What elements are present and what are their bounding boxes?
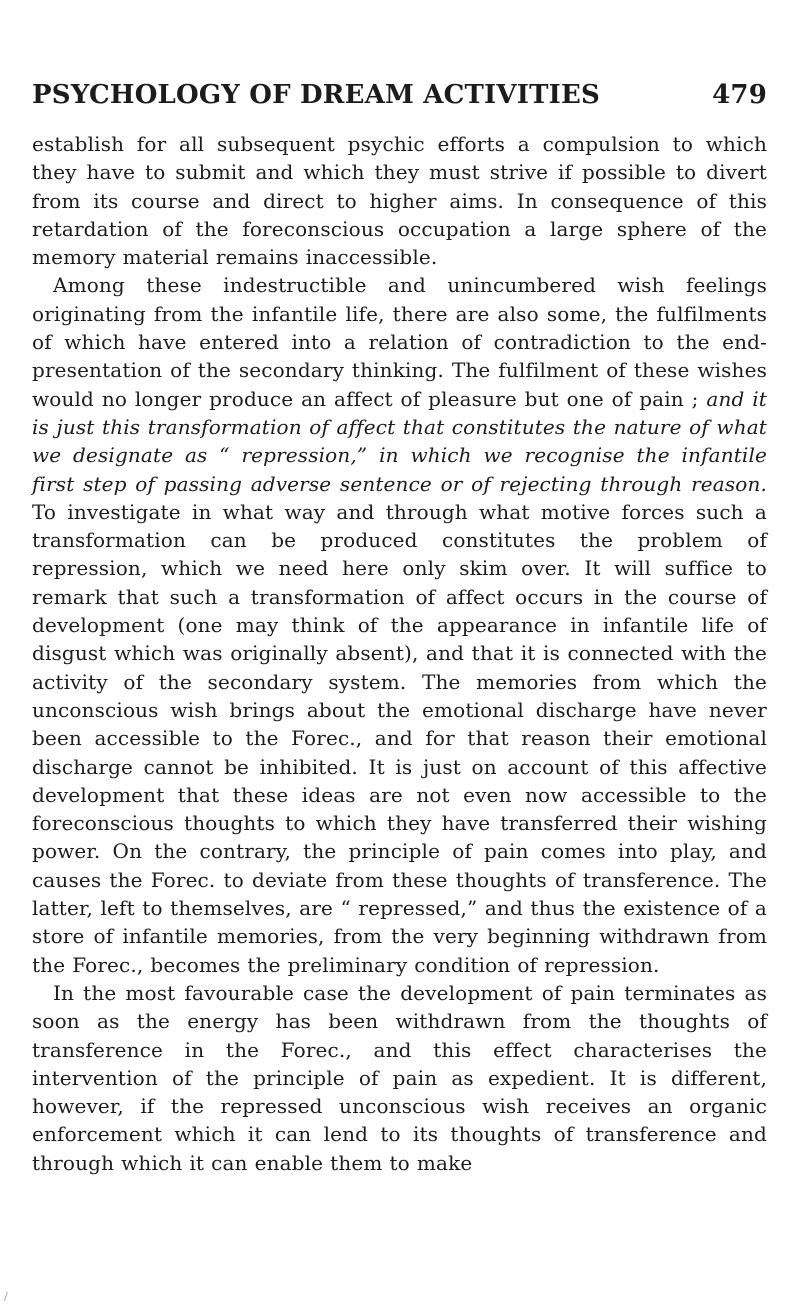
- paragraph-2-text-a: Among these indestructible and unincumbered wish feelings originating from the infantile life, there are also some, the fulfilments of which have entered into a relation of contradiction to the end-presentation of the secondary thinking. The fulfilment of these wishes would no longer produce an affect of pleasure but one of pain ;: [32, 273, 767, 411]
- paragraph-2-text-b: To investigate in what way and through what motive forces such a transformation can be produced constitutes the problem of repression, which we need here only skim over. It will suffice to remark that such a transformation of affect occurs in the course of development (one may think of the appearance in infantile life of disgust which was originally absent), and that it is connected with the activity of the secondary system. The memories from which the unconscious wish brings about the emotional discharge have never been accessible to the Forec., and for that reason their emotional discharge cannot be inhibited. It is just on account of this affective development that these ideas are not even now accessible to the foreconscious thoughts to which they have transferred their wishing power. On the contrary, the principle of pain comes into play, and causes the Forec. to deviate from these thoughts of transference. The latter, left to themselves, are “ repressed,” and thus the existence of a store of infantile memories, from the very beginning withdrawn from the Forec., becomes the preliminary condition of repression.: [32, 499, 767, 977]
- paragraph-2-italic-passage: and it is just this transformation of affect that constitutes the nature of what we designate as “ repression,” in which we recognise the infantile first step of passing adverse sentence or of rejecting through reason.: [32, 386, 767, 496]
- running-title: PSYCHOLOGY OF DREAM ACTIVITIES: [32, 80, 601, 110]
- paragraph-3-text: In the most favourable case the development of pain terminates as soon as the energy has been withdrawn from the thoughts of transference in the Forec., and this effect characterises the intervention of the principle of pain as expedient. It is different, however, if the repressed unconscious wish receives an organic enforcement which it can lend to its thoughts of transference and through which it can enable them to make: [32, 980, 767, 1175]
- paragraph-1: [32, 130, 767, 271]
- paragraph-1-text: establish for all subsequent psychic efforts a compulsion to which they have to submit and which they must strive if possible to divert from its course and direct to higher aims. In consequence of this retardation of the foreconscious occupation a large sphere of the memory material remains inaccessible.: [32, 132, 767, 270]
- page-number: 479: [712, 80, 767, 110]
- paragraph-2: [32, 271, 767, 978]
- body-text: [32, 130, 767, 1177]
- paragraph-3: [32, 979, 767, 1177]
- margin-mark: /: [4, 1290, 8, 1303]
